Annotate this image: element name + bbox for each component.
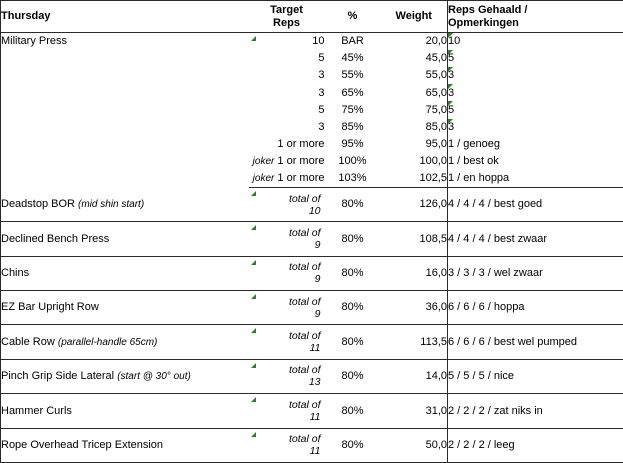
- table-row: [1, 33, 623, 50]
- weight-cell: 45,0: [425, 52, 447, 65]
- comment-triangle-icon: [251, 36, 256, 41]
- total-value: 13: [308, 376, 321, 389]
- percent-cell: 80%: [325, 291, 381, 325]
- table-row: [1, 394, 623, 428]
- target-reps-value: 1 or more: [277, 155, 325, 168]
- exercise-label: Rope Overhead Tricep Extension: [1, 438, 164, 451]
- exercise-name-pinch-grip-side-lateral: [1, 359, 249, 393]
- notes-cell: [448, 101, 623, 118]
- target-reps-cell: 3: [318, 120, 325, 133]
- exercise-label: Cable Row: [1, 335, 55, 348]
- percent-cell: 80%: [325, 187, 381, 221]
- percent-cell: 85%: [341, 120, 364, 133]
- weight-cell: 75,0: [425, 103, 447, 116]
- target-reps-cell: 3: [318, 69, 325, 82]
- total-label: total of: [288, 261, 321, 274]
- percent-cell: 80%: [325, 359, 381, 393]
- notes-cell: 3 / 3 / 3 / wel zwaar: [448, 256, 623, 290]
- table-row: [1, 428, 623, 462]
- notes-cell: 1 / best ok: [448, 153, 623, 170]
- exercise-label: Declined Bench Press: [1, 232, 110, 245]
- percent-cell: 80%: [325, 256, 381, 290]
- total-value: 9: [314, 238, 321, 251]
- joker-label: joker: [252, 156, 275, 168]
- table-row: [1, 187, 623, 221]
- total-label: total of: [288, 398, 321, 411]
- notes-value: 10: [448, 35, 461, 48]
- header-day: Thursday: [1, 1, 249, 33]
- joker-label: joker: [252, 173, 275, 185]
- weight-cell: 100,0: [419, 155, 447, 168]
- table-row: [1, 256, 623, 290]
- notes-cell: 1 / genoeg: [448, 136, 623, 153]
- exercise-name-cable-row: [1, 325, 249, 359]
- exercise-note: (mid shin start): [78, 199, 145, 211]
- weight-cell: 113,5: [381, 325, 448, 359]
- notes-cell: 2 / 2 / 2 / zat niks in: [448, 394, 623, 428]
- notes-cell: [448, 84, 623, 101]
- notes-value: 3: [448, 86, 455, 99]
- notes-value: 3: [448, 69, 455, 82]
- weight-cell: 55,0: [425, 69, 447, 82]
- target-reps-cell: [249, 291, 325, 325]
- total-label: total of: [288, 364, 321, 377]
- target-reps-cell: 5: [318, 52, 325, 65]
- exercise-name-chins: [1, 256, 249, 290]
- notes-cell: [448, 33, 623, 50]
- weight-cell: 65,0: [425, 86, 447, 99]
- exercise-name-rope-overhead-tricep-extension: [1, 428, 249, 462]
- notes-cell: 5 / 5 / 5 / nice: [448, 359, 623, 393]
- weight-cell: 102,5: [381, 170, 448, 187]
- total-label: total of: [288, 226, 321, 239]
- notes-cell: 1 / en hoppa: [448, 170, 623, 187]
- notes-cell: 4 / 4 / 4 / best goed: [448, 187, 623, 221]
- notes-cell: [448, 67, 623, 84]
- target-reps-cell: [249, 153, 325, 170]
- notes-cell: [448, 119, 623, 136]
- weight-cell: 126,0: [381, 187, 448, 221]
- notes-cell: 4 / 4 / 4 / best zwaar: [448, 222, 623, 256]
- exercise-label: Hammer Curls: [1, 404, 72, 417]
- exercise-name-hammer-curls: [1, 394, 249, 428]
- target-reps-cell: [249, 428, 325, 462]
- total-value: 11: [309, 342, 321, 355]
- percent-cell: 80%: [325, 325, 381, 359]
- header-weight: Weight: [381, 1, 448, 33]
- target-reps-cell: 1 or more: [277, 138, 325, 151]
- percent-cell: 55%: [341, 69, 364, 82]
- notes-cell: 2 / 2 / 2 / leeg: [448, 428, 623, 462]
- exercise-label: Deadstop BOR: [1, 198, 75, 211]
- weight-cell: 50,0: [381, 428, 448, 462]
- notes-value: 3: [448, 120, 455, 133]
- total-value: 10: [308, 204, 321, 217]
- exercise-note: (parallel-handle 65cm): [57, 336, 158, 348]
- total-label: total of: [288, 330, 321, 343]
- exercise-label: Pinch Grip Side Lateral: [1, 370, 115, 383]
- notes-cell: 6 / 6 / 6 / hoppa: [448, 291, 623, 325]
- total-value: 11: [309, 445, 321, 458]
- total-value: 9: [314, 273, 321, 286]
- percent-cell: 100%: [338, 155, 367, 168]
- target-reps-cell: [249, 256, 325, 290]
- percent-cell: 45%: [341, 52, 364, 65]
- header-notes: [448, 1, 623, 33]
- percent-cell: 75%: [341, 103, 364, 116]
- percent-cell: 80%: [325, 428, 381, 462]
- exercise-label: Chins: [1, 267, 30, 280]
- weight-cell: 31,0: [381, 394, 448, 428]
- percent-cell: 95%: [341, 138, 364, 151]
- weight-cell: 20,0: [425, 35, 447, 48]
- total-label: total of: [288, 433, 321, 446]
- table-row: [1, 359, 623, 393]
- table-row: [1, 291, 623, 325]
- table-row: [1, 222, 623, 256]
- percent-cell: BAR: [341, 35, 364, 48]
- notes-cell: 6 / 6 / 6 / best wel pumped: [448, 325, 623, 359]
- table-header-row: [1, 1, 623, 33]
- header-target-reps-line1: Target: [270, 3, 303, 16]
- target-reps-cell: [249, 33, 325, 50]
- target-reps-value: 1 or more: [277, 172, 325, 185]
- weight-cell: 85,0: [425, 120, 447, 133]
- notes-value: 5: [448, 52, 455, 65]
- target-reps-cell: [249, 359, 325, 393]
- header-notes-line2: Opmerkingen: [448, 16, 519, 29]
- exercise-name-military-press: Military Press: [1, 33, 249, 188]
- exercise-note: (start @ 30° out): [117, 371, 191, 383]
- header-target-reps-line2: Reps: [273, 16, 300, 29]
- exercise-name-ez-bar-upright-row: [1, 291, 249, 325]
- weight-cell: 36,0: [381, 291, 448, 325]
- percent-cell: 80%: [325, 222, 381, 256]
- target-reps-cell: [249, 394, 325, 428]
- target-reps-cell: [249, 170, 325, 187]
- exercise-name-declined-bench-press: [1, 222, 249, 256]
- notes-value: 5: [448, 103, 455, 116]
- target-reps-cell: [249, 222, 325, 256]
- target-reps-value: 10: [312, 35, 325, 48]
- weight-cell: 95,0: [425, 138, 447, 151]
- percent-cell: 103%: [325, 170, 381, 187]
- total-value: 9: [314, 307, 321, 320]
- total-label: total of: [288, 192, 321, 205]
- total-label: total of: [288, 295, 321, 308]
- table-row: [1, 325, 623, 359]
- target-reps-cell: [249, 325, 325, 359]
- weight-cell: 108,5: [381, 222, 448, 256]
- percent-cell: 65%: [341, 86, 364, 99]
- header-target-reps: [249, 1, 325, 33]
- target-reps-cell: 3: [318, 86, 325, 99]
- target-reps-cell: [249, 187, 325, 221]
- exercise-label: EZ Bar Upright Row: [1, 301, 99, 314]
- exercise-name-deadstop-bor: [1, 187, 249, 221]
- total-value: 11: [309, 410, 321, 423]
- header-notes-line1: Reps Gehaald /: [448, 3, 528, 16]
- percent-cell: 80%: [325, 394, 381, 428]
- target-reps-cell: 5: [318, 103, 325, 116]
- weight-cell: 14,0: [381, 359, 448, 393]
- header-percent: %: [325, 1, 381, 33]
- notes-cell: [448, 50, 623, 67]
- weight-cell: 16,0: [381, 256, 448, 290]
